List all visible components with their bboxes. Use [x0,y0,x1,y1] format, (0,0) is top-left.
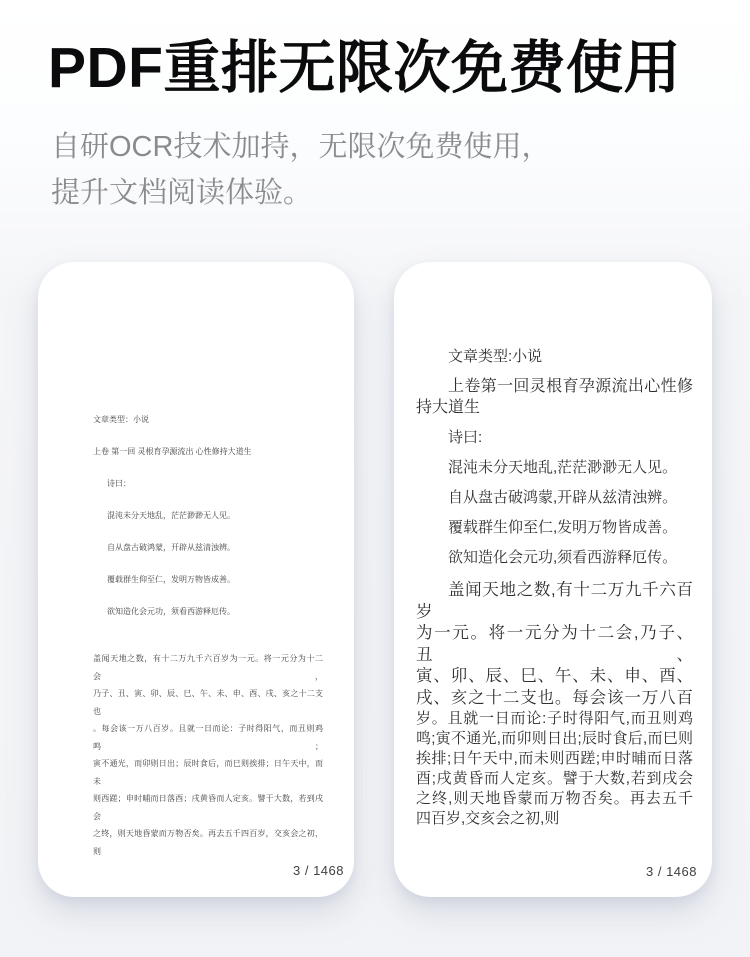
paragraph-line: 之终,则天地昏蒙而万物否矣。再去五千 [416,790,693,807]
poem-intro-line: 诗曰: [448,429,483,446]
pdf-page-original-card [38,262,354,897]
paragraph-line: 四百岁,交亥会之初,则 [416,810,560,827]
paragraph-line: 岁。且就一日而论:子时得阳气,而丑则鸡 [416,710,693,727]
body-paragraph [416,580,693,829]
subtitle-line-1: 自研OCR技术加持，无限次免费使用， [51,131,551,163]
chapter-title-line: 上卷 第一回 灵根育孕源流出 心性修持大道生 [93,447,252,456]
subtitle-line-2: 提升文档阅读体验。 [51,177,313,209]
body-paragraph [93,650,323,860]
poem-line: 覆载群生仰至仁,发明万物皆成善。 [448,519,678,536]
paragraph-line: 寅不通光，而卯则日出；辰时食后，而巳则挨排；日午天中，而未 [93,759,323,786]
paragraph-line: 挨排;日午天中,而未则西蹉;申时晡而日落 [416,750,693,767]
paragraph-line: 寅、卯、辰、巳、午、未、申、酉、 [416,667,693,685]
poem-line: 混沌未分天地乱，茫茫渺渺无人见。 [107,511,235,520]
paragraph-line: 戌、亥之十二支也。每会该一万八百 [416,688,693,707]
paragraph-line: 之终，则天地昏蒙而万物否矣。再去五千四百岁，交亥会之初，则 [93,829,323,856]
chapter-title-line: 上卷第一回灵根育孕源流出心性修 [448,378,693,395]
poem-line: 自从盘古破鸿蒙，开辟从兹清浊辨。 [107,543,235,552]
original-page-content [93,414,323,860]
paragraph-line: 乃子、丑、寅、卯、辰、巳、午、未、申、酉、戌、亥之十二支也 [93,689,323,716]
page-title: PDF重排无限次免费使用 [48,36,681,100]
doc-type-line: 文章类型:小说 [448,348,543,365]
paragraph-line: 盖闻天地之数，有十二万九千六百岁为一元。将一元分为十二会， [93,654,323,681]
page-indicator: 3 / 1468 [293,863,344,878]
paragraph-line: 盖闻天地之数,有十二万九千六百岁 [416,581,693,621]
paragraph-line: 鸣;寅不通光,而卯则日出;辰时食后,而巳则 [416,730,693,747]
poem-line: 欲知造化会元功，须看西游释厄传。 [107,607,235,616]
page-indicator: 3 / 1468 [646,864,697,879]
poem-intro-line: 诗曰： [107,479,131,488]
poem-line: 欲知造化会元功,须看西游释厄传。 [448,549,678,566]
reflowed-page-content [416,346,693,829]
paragraph-line: 为一元。将一元分为十二会,乃子、丑、 [416,624,693,664]
page-subtitle [51,124,550,216]
poem-line: 覆载群生仰至仁，发明万物皆成善。 [107,575,235,584]
pdf-page-reflowed-card [394,262,712,897]
paragraph-line: 。每会该一万八百岁。且就一日而论：子时得阳气，而丑则鸡鸣； [93,724,323,751]
paragraph-line: 酉;戌黄昏而人定亥。譬于大数,若到戌会 [416,770,693,787]
poem-line: 自从盘古破鸿蒙,开辟从兹清浊辨。 [448,489,678,506]
chapter-title-wrap-line: 持大道生 [416,399,481,416]
doc-type-line: 文章类型：小说 [93,415,149,424]
paragraph-line: 则西蹉；申时晡而日落酉；戌黄昏而人定亥。譬于大数，若到戌会 [93,794,323,821]
poem-line: 混沌未分天地乱,茫茫渺渺无人见。 [448,459,678,476]
